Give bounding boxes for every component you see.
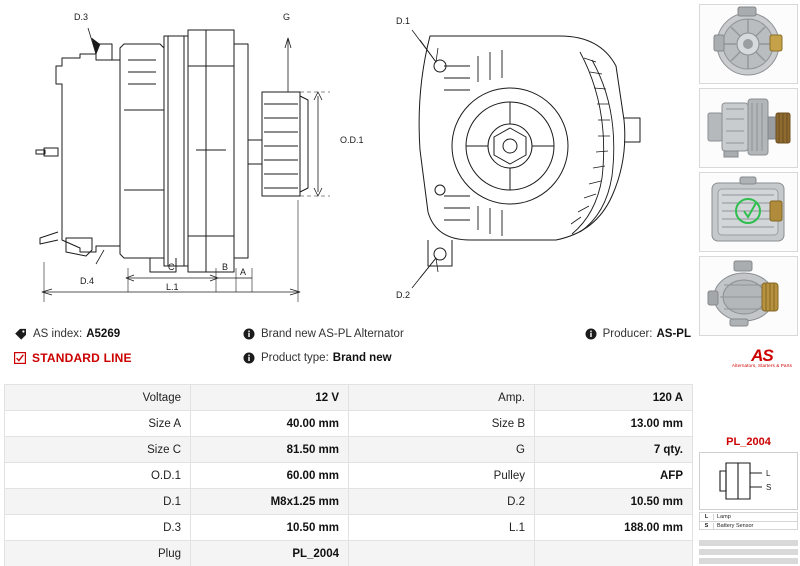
spec-key: D.2 xyxy=(349,489,535,515)
spec-value: 188.00 mm xyxy=(535,515,693,541)
spec-value: 81.50 mm xyxy=(191,437,349,463)
spec-value: 13.00 mm xyxy=(535,411,693,437)
spec-key: Pulley xyxy=(349,463,535,489)
spec-key: D.3 xyxy=(5,515,191,541)
plug-pin-bottom-label: S xyxy=(766,483,772,492)
spec-value: 40.00 mm xyxy=(191,411,349,437)
spec-value: AFP xyxy=(535,463,693,489)
table-row xyxy=(5,489,693,515)
label-b: B xyxy=(222,262,229,272)
spec-value: 60.00 mm xyxy=(191,463,349,489)
placeholder-bar xyxy=(699,558,798,564)
spec-value: 10.50 mm xyxy=(535,489,693,515)
as-pl-logo xyxy=(732,348,792,368)
spec-value: PL_2004 xyxy=(191,541,349,566)
label-a: A xyxy=(240,267,247,277)
brand-text: Brand new AS-PL Alternator xyxy=(261,328,404,340)
plug-pin-top-label: L xyxy=(766,469,771,478)
alternator-rear-view-photo[interactable] xyxy=(699,172,798,252)
info-icon xyxy=(243,328,255,340)
brand-new-cell xyxy=(243,328,533,340)
label-od1: O.D.1 xyxy=(340,135,364,145)
label-d1: D.1 xyxy=(396,16,411,26)
product-photo-strip xyxy=(699,4,798,336)
as-index-cell xyxy=(0,328,243,341)
as-pl-logo-subtitle: Alternators, Starters & Parts xyxy=(731,363,792,368)
as-index-label: AS index: xyxy=(33,328,83,340)
producer-label: Producer: xyxy=(602,328,653,340)
producer-value: AS-PL xyxy=(656,328,691,340)
plug-legend-key: S xyxy=(700,523,714,529)
table-row xyxy=(5,463,693,489)
standard-line-cell xyxy=(0,351,243,365)
product-type-cell xyxy=(243,352,533,364)
plug-legend xyxy=(699,512,798,530)
table-row xyxy=(5,437,693,463)
producer-cell xyxy=(533,328,697,340)
label-c: C xyxy=(168,262,175,272)
drawing-canvas xyxy=(0,0,697,318)
info-row-1 xyxy=(0,322,697,346)
spec-key: Size A xyxy=(5,411,191,437)
spec-value: 7 qty. xyxy=(535,437,693,463)
info-row-2 xyxy=(0,346,697,370)
plug-code-label: PL_2004 xyxy=(726,436,771,448)
alternator-front-view-photo[interactable] xyxy=(699,4,798,84)
spec-key: O.D.1 xyxy=(5,463,191,489)
spec-key: D.1 xyxy=(5,489,191,515)
table-row xyxy=(5,411,693,437)
as-index-value: A5269 xyxy=(86,328,121,340)
spec-key: Size C xyxy=(5,437,191,463)
standard-line-label: STANDARD LINE xyxy=(32,351,132,365)
table-row xyxy=(5,515,693,541)
spec-value-empty xyxy=(535,541,693,566)
plug-legend-row xyxy=(699,521,798,530)
info-icon xyxy=(585,328,597,340)
spec-value: 10.50 mm xyxy=(191,515,349,541)
label-d3: D.3 xyxy=(74,12,89,22)
label-l1: L.1 xyxy=(166,282,179,292)
check-square-icon xyxy=(14,352,26,364)
spec-key: Voltage xyxy=(5,385,191,411)
plug-legend-row xyxy=(699,512,798,521)
alternator-side-view-photo[interactable] xyxy=(699,88,798,168)
technical-drawings xyxy=(0,0,697,318)
product-type-label: Product type: xyxy=(261,352,329,364)
spec-key-empty xyxy=(349,541,535,566)
table-row xyxy=(5,385,693,411)
placeholder-bar xyxy=(699,540,798,546)
table-row xyxy=(5,541,693,566)
spec-key: Plug xyxy=(5,541,191,566)
tag-icon xyxy=(14,328,27,341)
plug-legend-desc: Lamp xyxy=(717,514,731,520)
product-type-value: Brand new xyxy=(332,352,392,364)
spec-value: M8x1.25 mm xyxy=(191,489,349,515)
placeholder-bar xyxy=(699,549,798,555)
as-pl-logo-mark: AS xyxy=(751,346,773,365)
label-d4: D.4 xyxy=(80,276,95,286)
spec-key: G xyxy=(349,437,535,463)
info-icon xyxy=(243,352,255,364)
spec-key: L.1 xyxy=(349,515,535,541)
alternator-angled-view-photo[interactable] xyxy=(699,256,798,336)
product-info-band xyxy=(0,322,697,382)
plug-legend-key: L xyxy=(700,514,714,520)
spec-value: 120 A xyxy=(535,385,693,411)
label-g: G xyxy=(283,12,291,22)
plug-legend-desc: Battery Sensor xyxy=(717,522,754,529)
label-d2: D.2 xyxy=(396,290,411,300)
specifications-table xyxy=(4,384,693,566)
spec-key: Size B xyxy=(349,411,535,437)
spec-key: Amp. xyxy=(349,385,535,411)
plug-diagram xyxy=(699,452,798,510)
spec-value: 12 V xyxy=(191,385,349,411)
